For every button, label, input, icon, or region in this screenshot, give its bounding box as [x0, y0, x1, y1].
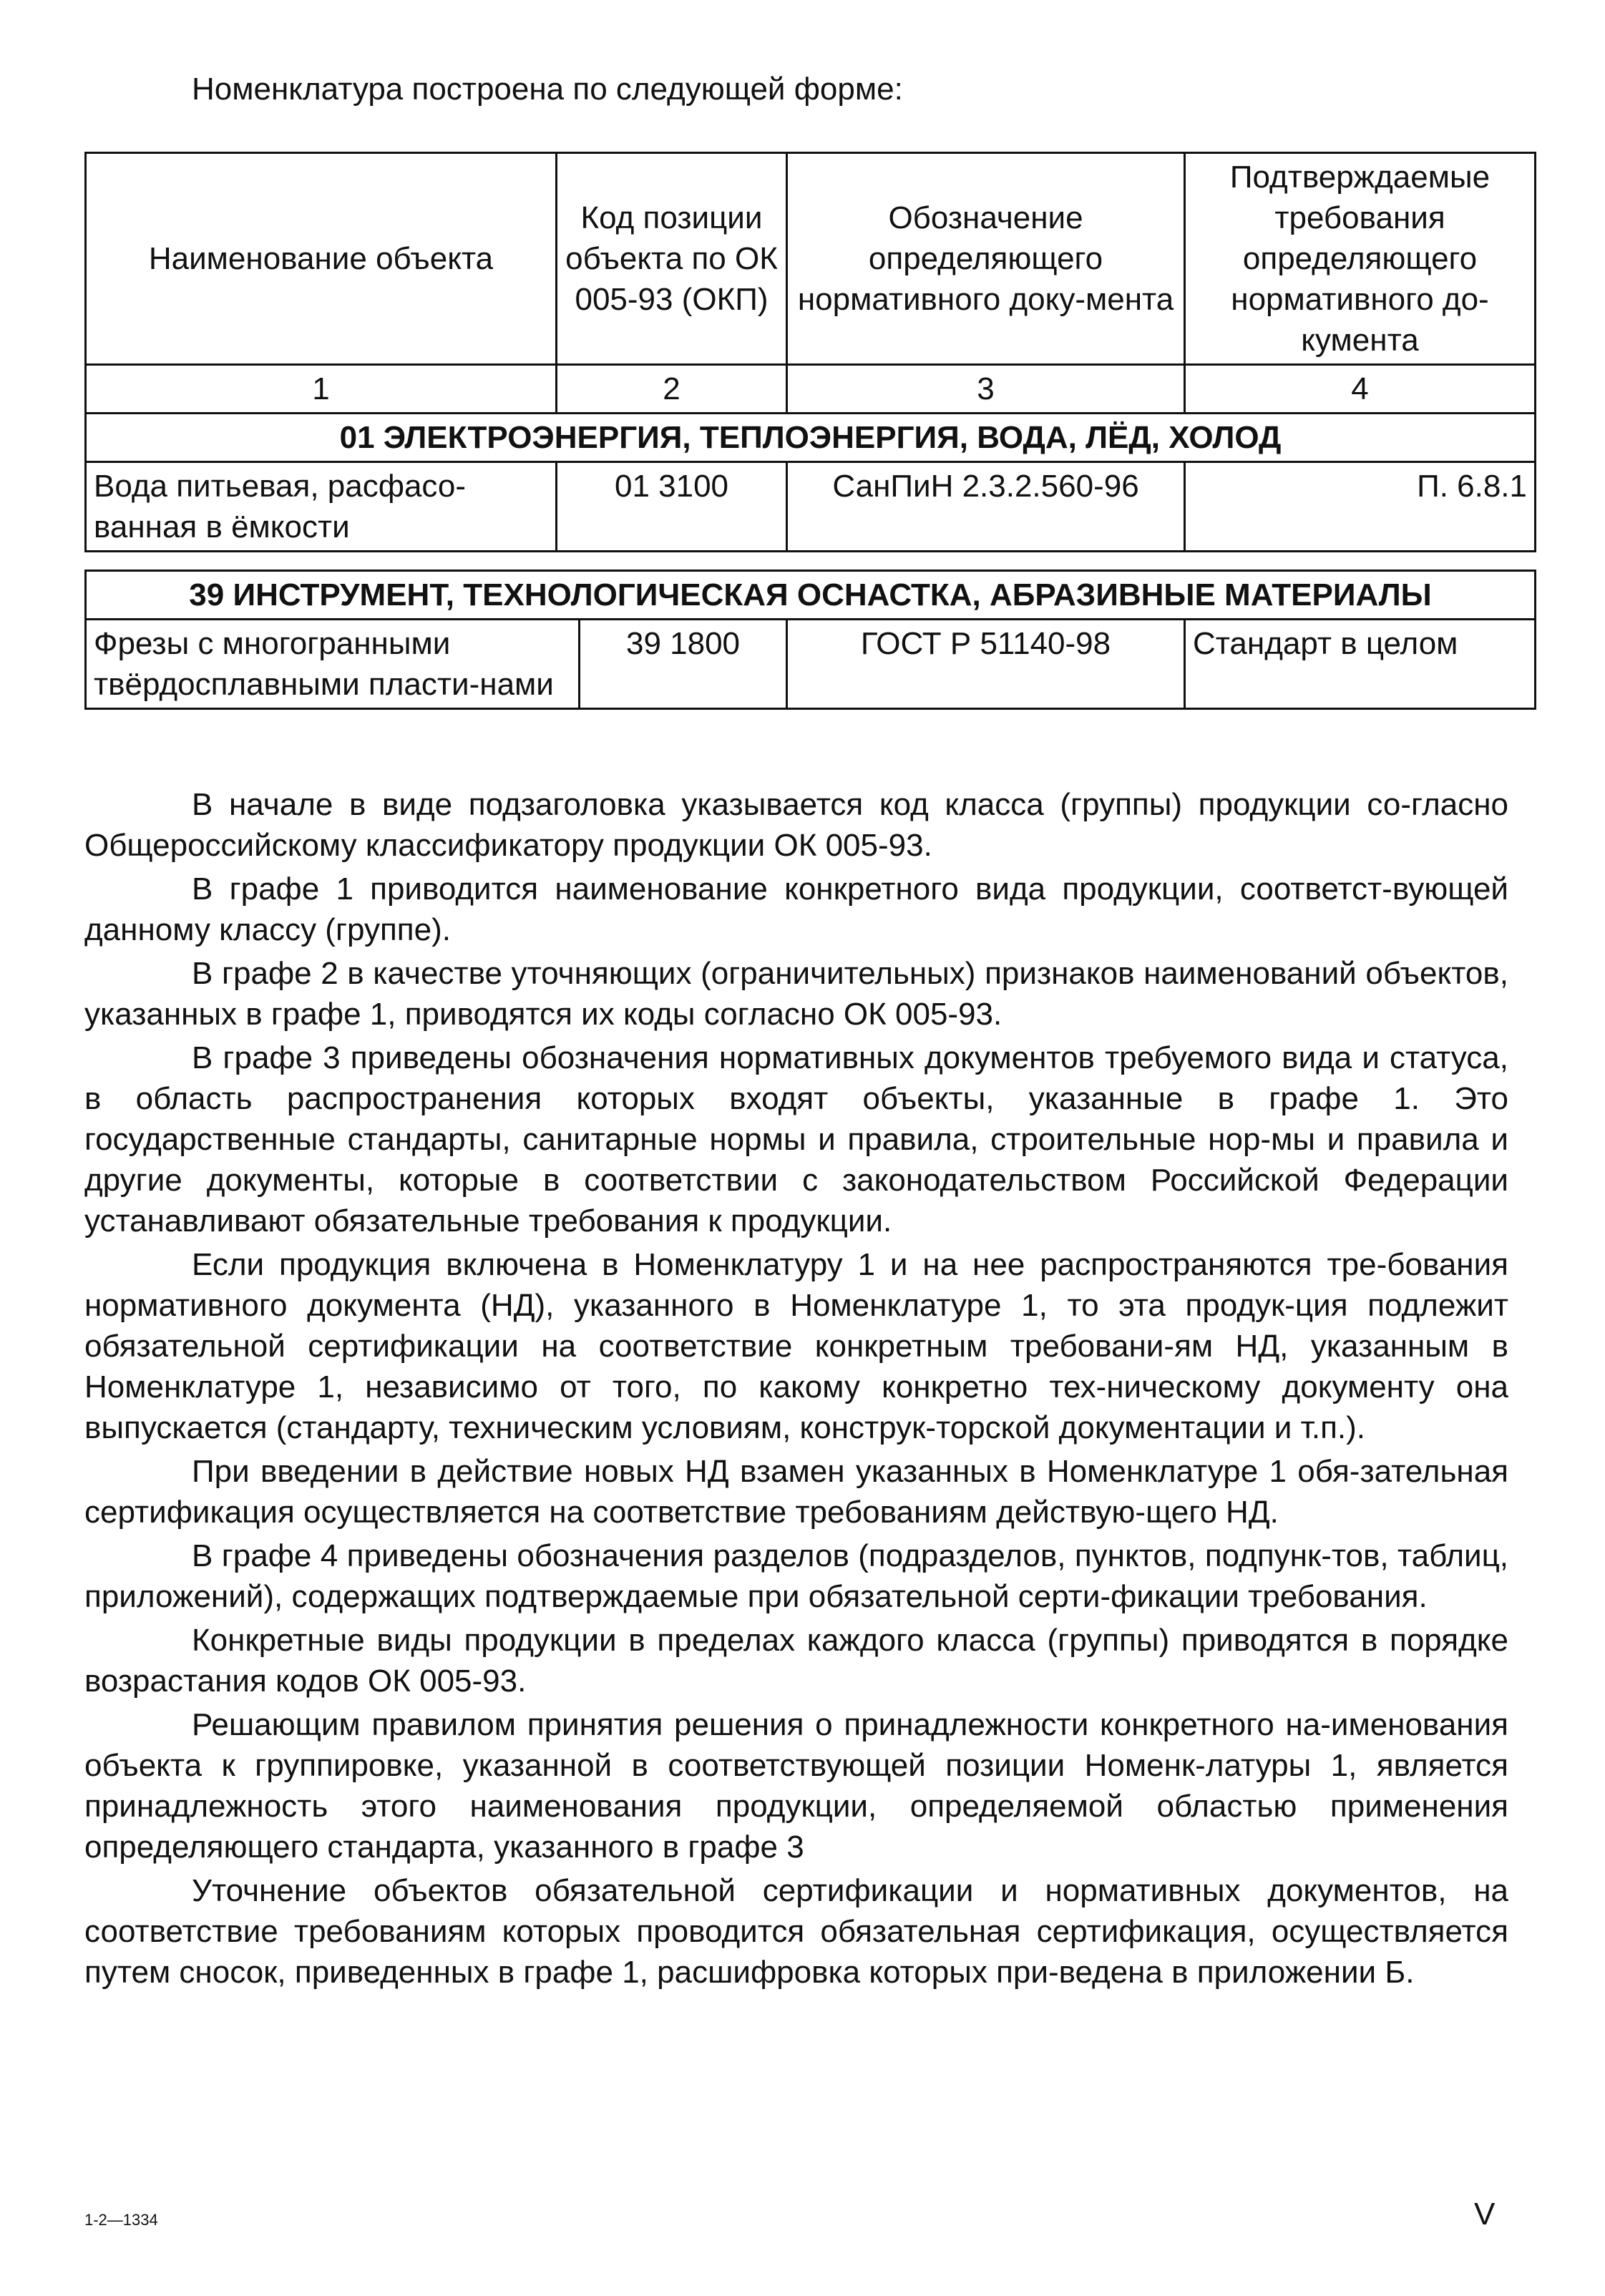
column-number-row — [86, 365, 1536, 414]
nomenclature-table-section-39 — [84, 570, 1536, 710]
header-name: Наименование объекта — [86, 153, 557, 365]
cell-designation: СанПиН 2.3.2.560-96 — [787, 462, 1185, 552]
table-header-row — [86, 153, 1536, 365]
page-number: V — [1474, 2197, 1496, 2232]
paragraph: В графе 2 в качестве уточняющих (ограничительных) признаков наименований объектов, указанных в графе 1, приводятся их коды согласно ОК 005-93. — [84, 956, 1508, 1032]
paragraph: Решающим правилом принятия решения о принадлежности конкретного на-именования объекта к группировке, указанной в соответствующей позиции Номенк-латуры 1, является принадлежность этого наименования продукции, определяемой областью применения определяющего стандарта, указанного в графе 3 — [84, 1707, 1508, 1865]
cell-designation: ГОСТ Р 51140-98 — [787, 620, 1185, 709]
paragraph: Конкретные виды продукции в пределах каждого класса (группы) приводятся в порядке возрастания кодов ОК 005-93. — [84, 1623, 1508, 1699]
table-row — [86, 462, 1536, 552]
col-number-2: 2 — [557, 365, 787, 414]
paragraph: В начале в виде подзаголовка указывается код класса (группы) продукции со-гласно Общероссийскому классификатору продукции ОК 005-93. — [84, 787, 1508, 863]
col-number-4: 4 — [1185, 365, 1536, 414]
header-code: Код позиции объекта по ОК 005-93 (ОКП) — [557, 153, 787, 365]
cell-requirements: Стандарт в целом — [1185, 620, 1536, 709]
table-row — [86, 620, 1536, 709]
intro-text: Номенклатура построена по следующей форме: — [192, 72, 903, 107]
section-title: 01 ЭЛЕКТРОЭНЕРГИЯ, ТЕПЛОЭНЕРГИЯ, ВОДА, ЛЁД, ХОЛОД — [86, 414, 1536, 462]
paragraph: В графе 4 приведены обозначения разделов (подразделов, пунктов, подпунк-тов, таблиц, приложений), содержащих подтверждаемые при обязательной серти-фикации требования. — [84, 1538, 1508, 1614]
section-title: 39 ИНСТРУМЕНТ, ТЕХНОЛОГИЧЕСКАЯ ОСНАСТКА, АБРАЗИВНЫЕ МАТЕРИАЛЫ — [86, 571, 1536, 620]
paragraph: В графе 3 приведены обозначения нормативных документов требуемого вида и статуса, в область распространения которых входят объекты, указанные в графе 1. Это государственные стандарты, санитарные нормы и правила, строительные нор-мы и правила и другие документы, которые в соответствии с законодательством Российской Федерации устанавливают обязательные требования к продукции. — [84, 1040, 1508, 1239]
body-text — [84, 784, 1508, 1995]
section-title-row — [86, 414, 1536, 462]
nomenclature-table-header — [84, 152, 1536, 552]
cell-code: 39 1800 — [580, 620, 787, 709]
paragraph: Уточнение объектов обязательной сертификации и нормативных документов, на соответствие требованиям которых проводится обязательная сертификация, осуществляется путем сносок, приведенных в графе 1, расшифровка которых при-ведена в приложении Б. — [84, 1873, 1508, 1990]
header-designation: Обозначение определяющего нормативного доку-мента — [787, 153, 1185, 365]
paragraph: При введении в действие новых НД взамен указанных в Номенклатуре 1 обя-зательная сертификация осуществляется на соответствие требованиям действую-щего НД. — [84, 1454, 1508, 1530]
header-requirements: Подтверждаемые требования определяющего нормативного до-кумента — [1185, 153, 1536, 365]
col-number-3: 3 — [787, 365, 1185, 414]
paragraph: Если продукция включена в Номенклатуру 1 и на нее распространяются тре-бования нормативного документа (НД), указанного в Номенклатуре 1, то эта продук-ция подлежит обязательной сертификации на соответствие конкретным требовани-ям НД, указанным в Номенклатуре 1, независимо от того, по какому конкретно тех-ническому документу она выпускается (стандарту, техническим условиям, конструк-торской документации и т.п.). — [84, 1247, 1508, 1445]
cell-name: Вода питьевая, расфасо-ванная в ёмкости — [86, 462, 557, 552]
cell-requirements: П. 6.8.1 — [1185, 462, 1536, 552]
section-title-row — [86, 571, 1536, 620]
cell-name: Фрезы с многогранными твёрдосплавными пласти-нами — [86, 620, 580, 709]
cell-code: 01 3100 — [557, 462, 787, 552]
col-number-1: 1 — [86, 365, 557, 414]
footer-code: 1-2—1334 — [84, 2211, 158, 2229]
paragraph: В графе 1 приводится наименование конкретного вида продукции, соответст-вующей данному классу (группе). — [84, 871, 1508, 947]
